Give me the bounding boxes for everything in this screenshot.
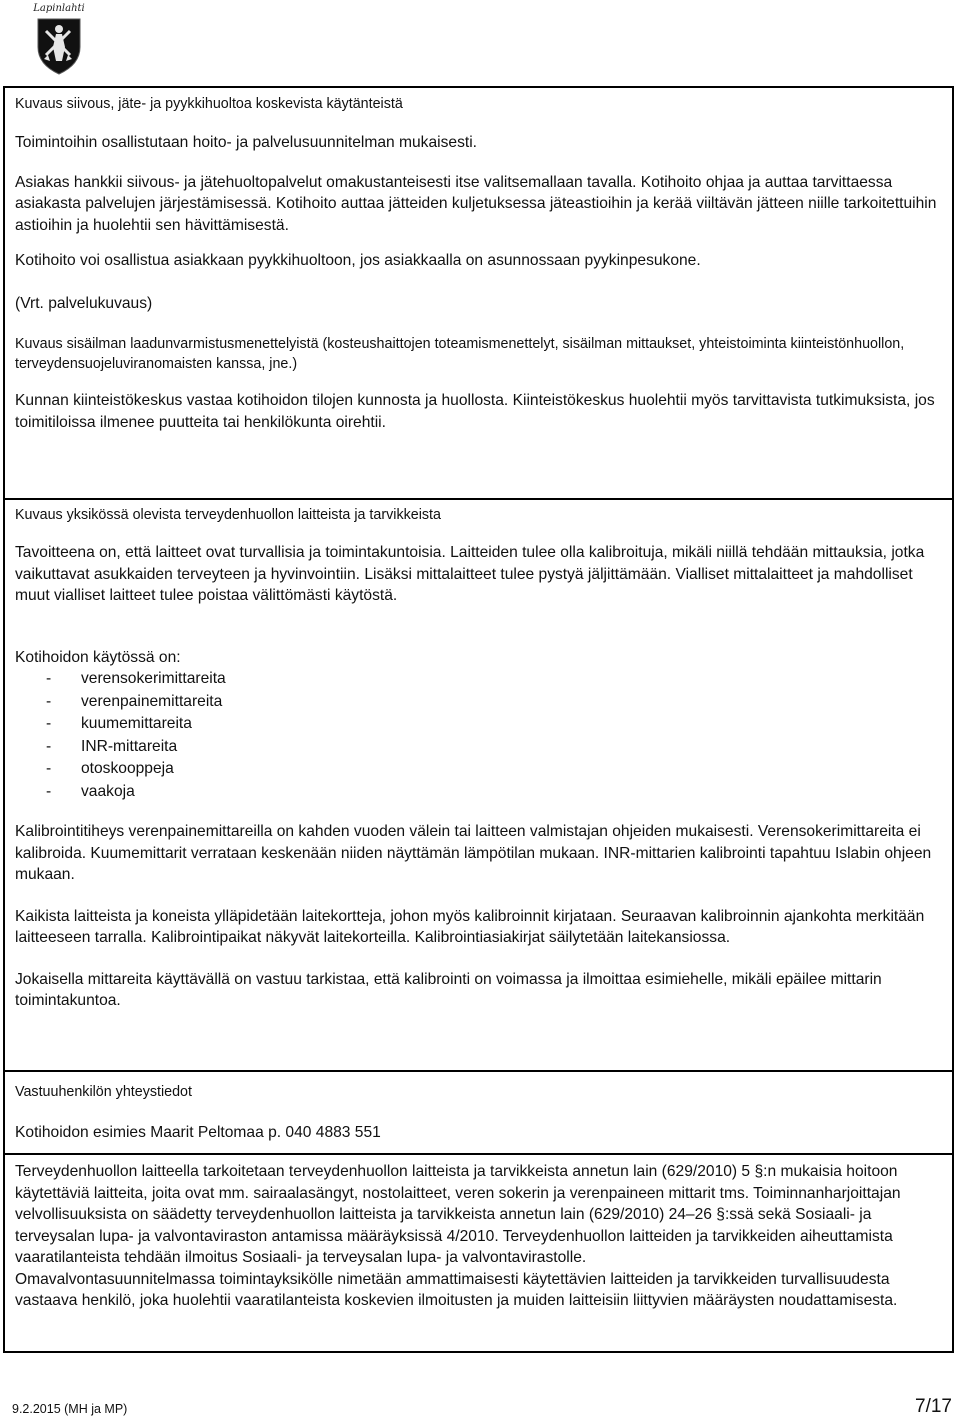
dash-marker: - bbox=[46, 737, 52, 755]
paragraph: Kunnan kiinteistökeskus vastaa kotihoidon tilojen kunnosta ja huollosta. Kiinteistökeskus huolehtii myös tarvittavista tutkimuksista, jos toimitiloissa ilmenee puutteita tai henkilökunta oirehtii. bbox=[15, 392, 935, 431]
list-item-text: kuumemittareita bbox=[81, 715, 192, 732]
contact-line: Kotihoidon esimies Maarit Peltomaa p. 040 4883 551 bbox=[15, 1124, 381, 1141]
paragraph: Omavalvontasuunnitelmassa toimintayksikölle nimetään ammattimaisesti käytettävien laitteiden ja tarvikkeiden turvallisuudesta vastaava henkilö, joka huolehtii vaaratilanteista koskevien ilmoitusten ja muiden laitteisiin liittyvien määräysten noudattamisesta. bbox=[15, 1270, 898, 1309]
section-heading: Kuvaus yksikössä olevista terveydenhuollon laitteista ja tarvikkeista bbox=[15, 507, 441, 523]
paragraph: Tavoitteena on, että laitteet ovat turvallisia ja toimintakuntoisia. Laitteiden tulee olla kalibroituja, mikäli niillä tehdään mittauksia, jotka vaikuttavat asukkaiden terveyteen ja hyvinvointiin. Lisäksi mittalaitteet tulee pystyä jäljittämään. Vialliset mittalaitteet ja mahdolliset muut vialliset laitteet tulee poistaa välittömästi käytöstä. bbox=[15, 544, 925, 604]
list-item bbox=[15, 691, 942, 714]
section-legal-info bbox=[3, 1153, 954, 1353]
list-item-text: verenpainemittareita bbox=[81, 692, 223, 710]
list-item bbox=[15, 713, 942, 736]
dash-marker: - bbox=[46, 715, 52, 732]
section-cleaning-waste-laundry bbox=[3, 86, 954, 500]
section-heading: Vastuuhenkilön yhteystiedot bbox=[15, 1084, 192, 1100]
section-contact-person bbox=[3, 1070, 954, 1155]
device-list bbox=[15, 668, 942, 803]
paragraph-part: Asiakas hankkii siivous- ja jätehuoltopalvelut omakustanteisesti itse valitsemallaan tavalla. Kotihoito ohjaa ja auttaa tarvittaessa asiakasta palvelujen järjestämisessä. bbox=[15, 173, 893, 212]
list-item bbox=[15, 668, 942, 691]
paragraph: Kaikista laitteista ja koneista ylläpidetään laitekortteja, johon myös kalibroinnit kirjataan. Seuraavan kalibroinnin ajankohta merkitään laitteeseen tarralla. Kalibrointipaikat näkyvät laitekorteilla. Kalibrointiasiakirjat säilytetään laitekansiossa. bbox=[15, 907, 925, 946]
logo-text: Lapinlahti bbox=[33, 3, 85, 14]
paragraph: Terveydenhuollon laitteella tarkoitetaan terveydenhuollon laitteista ja tarvikkeista annetun lain (629/2010) 5 §:n mukaisia hoitoon käytettäviä laitteita, joita ovat mm. sairaalasängyt, nostolaitteet, veren sokerin ja verenpaineen mittarit tms. Toiminnanharjoittajan velvollisuuksista on säädetty terveydenhuollon laitteista ja tarvikkeista annetun lain (629/2010) 24–26 §:ssä sekä Sosiaali- ja terveysalan lupa- ja valvontaviraston antamissa määräyksissä 4/2010. Terveydenhuollon laitteiden ja tarvikkeiden aiheuttamista vaaratilanteista tehdään ilmoitus Sosiaali- ja terveysalan lupa- ja valvontavirastolle. bbox=[15, 1163, 901, 1266]
list-item bbox=[15, 781, 942, 804]
section-heading: Kuvaus siivous, jäte- ja pyykkihuoltoa koskevista käytänteistä bbox=[15, 96, 403, 112]
list-item-text: INR-mittareita bbox=[81, 737, 178, 755]
dash-marker: - bbox=[46, 782, 52, 800]
dash-marker: - bbox=[46, 692, 52, 710]
municipality-logo bbox=[30, 3, 88, 77]
paragraph: Kotihoito voi osallistua asiakkaan pyykkihuoltoon, jos asiakkaalla on asunnossaan pyykinpesukone. bbox=[15, 252, 701, 269]
footer-date: 9.2.2015 (MH ja MP) bbox=[12, 1402, 128, 1416]
dash-marker: - bbox=[46, 760, 52, 777]
coat-of-arms-icon bbox=[36, 17, 82, 75]
dash-marker: - bbox=[46, 670, 52, 687]
list-item-text: vaakoja bbox=[81, 782, 135, 800]
section-medical-devices bbox=[3, 498, 954, 1072]
list-intro: Kotihoidon käytössä on: bbox=[15, 648, 181, 666]
list-item-text: verensokerimittareita bbox=[81, 670, 226, 687]
paragraph-part: Kotihoito auttaa jätteiden kuljetuksessa jäteastioihin ja kerää viiltävän jätteen niille tarkoitettuihin astioihin ja huolehtii sen hävittämisestä. bbox=[15, 195, 937, 234]
page-number: 7/17 bbox=[915, 1396, 952, 1417]
list-item bbox=[15, 736, 942, 759]
paragraph bbox=[15, 172, 942, 237]
list-item bbox=[15, 758, 942, 781]
list-item-text: otoskooppeja bbox=[81, 760, 174, 777]
paragraph: (Vrt. palvelukuvaus) bbox=[15, 294, 153, 312]
paragraph: Kalibrointitiheys verenpainemittareilla on kahden vuoden välein tai laitteen valmistajan ohjeiden mukaisesti. Verensokerimittareita ei kalibroida. Kuumemittarit verrataan keskenään niiden näyttämän lämpötilan mukaan. INR-mittarien kalibrointi tapahtuu Islabin ohjeen mukaan. bbox=[15, 823, 932, 883]
paragraph: Jokaisella mittareita käyttävällä on vastuu tarkistaa, että kalibrointi on voimassa ja ilmoittaa esimiehelle, mikäli epäilee mittarin toimintakuntoa. bbox=[15, 970, 882, 1009]
paragraph: Toimintoihin osallistutaan hoito- ja palvelusuunnitelman mukaisesti. bbox=[15, 134, 477, 151]
paragraph: Kuvaus sisäilman laadunvarmistusmenettelyistä (kosteushaittojen toteamismenettelyt, sisäilman mittaukset, yhteistoiminta kiinteistönhuollon, terveydensuojeluviranomaisten kanssa, jne.) bbox=[15, 336, 905, 372]
